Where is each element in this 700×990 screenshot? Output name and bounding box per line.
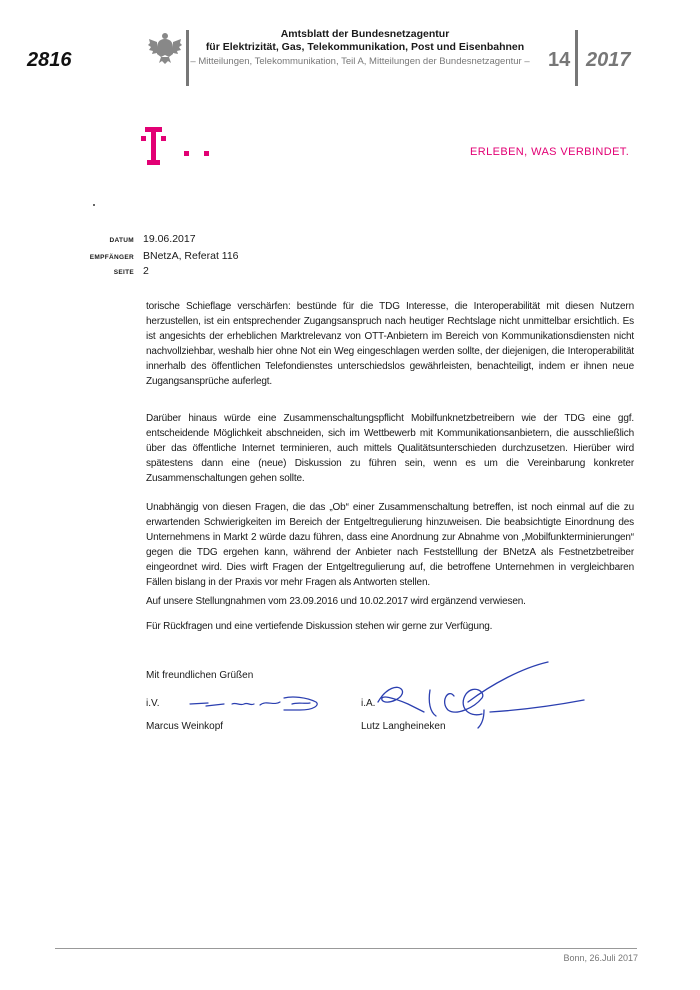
page-value: 2 xyxy=(143,265,149,277)
signer1-name: Marcus Weinkopf xyxy=(146,721,224,732)
body-paragraph-1: torische Schieflage verschärfen: bestünde für die TDG Interesse, die Interoperabilität mit diesen Nutzern herzustellen, ist ein entsprechender Zugangsanspruch nach heutiger Rechtslage nicht unmittelbar ersichtlich. Es ist angesichts der erheblichen Marktrelevanz von OTT-Anbietern im Bereich von Kommunikationsdiensten nicht nachvollziehbar, weshalb hier ohne Not ein Weg eingeschlagen werden sollte, der diejenigen, die Interoperabilität innerhalb des öffentlichen Telefondienstes unterschiedslos gewährleisten, benachteiligt, indem er ihnen neue Zugangsansprüche auferlegt. xyxy=(146,301,634,387)
recipient-label: EMPFÄNGER xyxy=(89,254,134,261)
signature-1 xyxy=(188,690,328,718)
page-label: SEITE xyxy=(113,269,134,276)
signer2-name: Lutz Langheineken xyxy=(361,721,446,732)
footer-rule xyxy=(55,948,637,949)
issue-divider xyxy=(575,30,578,86)
body-paragraph-5: Für Rückfragen und eine vertiefende Diskussion stehen wir gerne zur Verfügung. xyxy=(146,621,493,632)
date-label: DATUM xyxy=(109,237,134,244)
footer-place-date: Bonn, 26.Juli 2017 xyxy=(563,953,638,963)
recipient-value: BNetzA, Referat 116 xyxy=(143,250,239,262)
letterhead-slogan: ERLEBEN, WAS VERBINDET. xyxy=(470,146,630,158)
body-paragraph-2: Darüber hinaus würde eine Zusammenschaltungspflicht Mobilfunknetzbetreibern wie der TDG eine ggf. entscheidende Möglichkeit abschneiden, sich im Wettbewerb mit Kommunikationsanbietern, die ausschließlich über das öffentliche Internet terminieren, auch mittels Qualitätsunterschieden durchzusetzen. Hierüber wird spätestens dann eine (neue) Diskussion zu führen sein, wenn es um die Vereinbarung konkreter Zusammenschaltungen gehen sollte. xyxy=(146,413,634,484)
signature-2 xyxy=(372,654,602,754)
body-paragraph-4: Auf unsere Stellungnahmen vom 23.09.2016 und 10.02.2017 wird ergänzend verwiesen. xyxy=(146,596,526,607)
closing-greeting: Mit freundlichen Grüßen xyxy=(146,670,254,681)
issue-number: 14 xyxy=(548,49,571,71)
signer2-prefix: i.A. xyxy=(361,698,376,709)
federal-eagle-icon xyxy=(147,30,183,66)
gazette-subtitle: – Mitteilungen, Telekommunikation, Teil A, Mitteilungen der Bundesnetzagentur – xyxy=(190,56,530,67)
scan-artifact xyxy=(93,204,95,206)
issue-year: 2017 xyxy=(586,49,631,71)
body-paragraph-3: Unabhängig von diesen Fragen, die das „Ob“ einer Zusammenschaltung betreffen, ist noch einmal auf die zu erwartenden Schwierigkeiten im Bereich der Entgeltregulierung hinzuweisen. Die beabsichtigte Einordnung des Unternehmens in Markt 2 würde dazu führen, dass eine Anordnung zur Abnahme von „Mobilfunkterminierungen“ gegen die TDG ergehen kann, während der Anbieter nach Feststelllung der BNetzA als Festnetzbetreiber eingeordnet wird. Dies wirft Fragen der Entgeltregulierung auf, die betroffene Unternehmen in vergleichbaren Fällen bislang in der Praxis vor mehr Fragen als Antworten stellen. xyxy=(146,502,634,588)
gazette-title-line2: für Elektrizität, Gas, Telekommunikation, Post und Eisenbahnen xyxy=(205,41,525,53)
header-divider xyxy=(186,30,189,86)
page-number: 2816 xyxy=(27,49,72,71)
gazette-title xyxy=(200,28,530,54)
date-value: 19.06.2017 xyxy=(143,233,196,245)
telekom-t-logo-icon xyxy=(140,127,230,167)
gazette-title-line1: Amtsblatt der Bundesnetzagentur xyxy=(280,28,450,40)
signer1-prefix: i.V. xyxy=(146,698,160,709)
